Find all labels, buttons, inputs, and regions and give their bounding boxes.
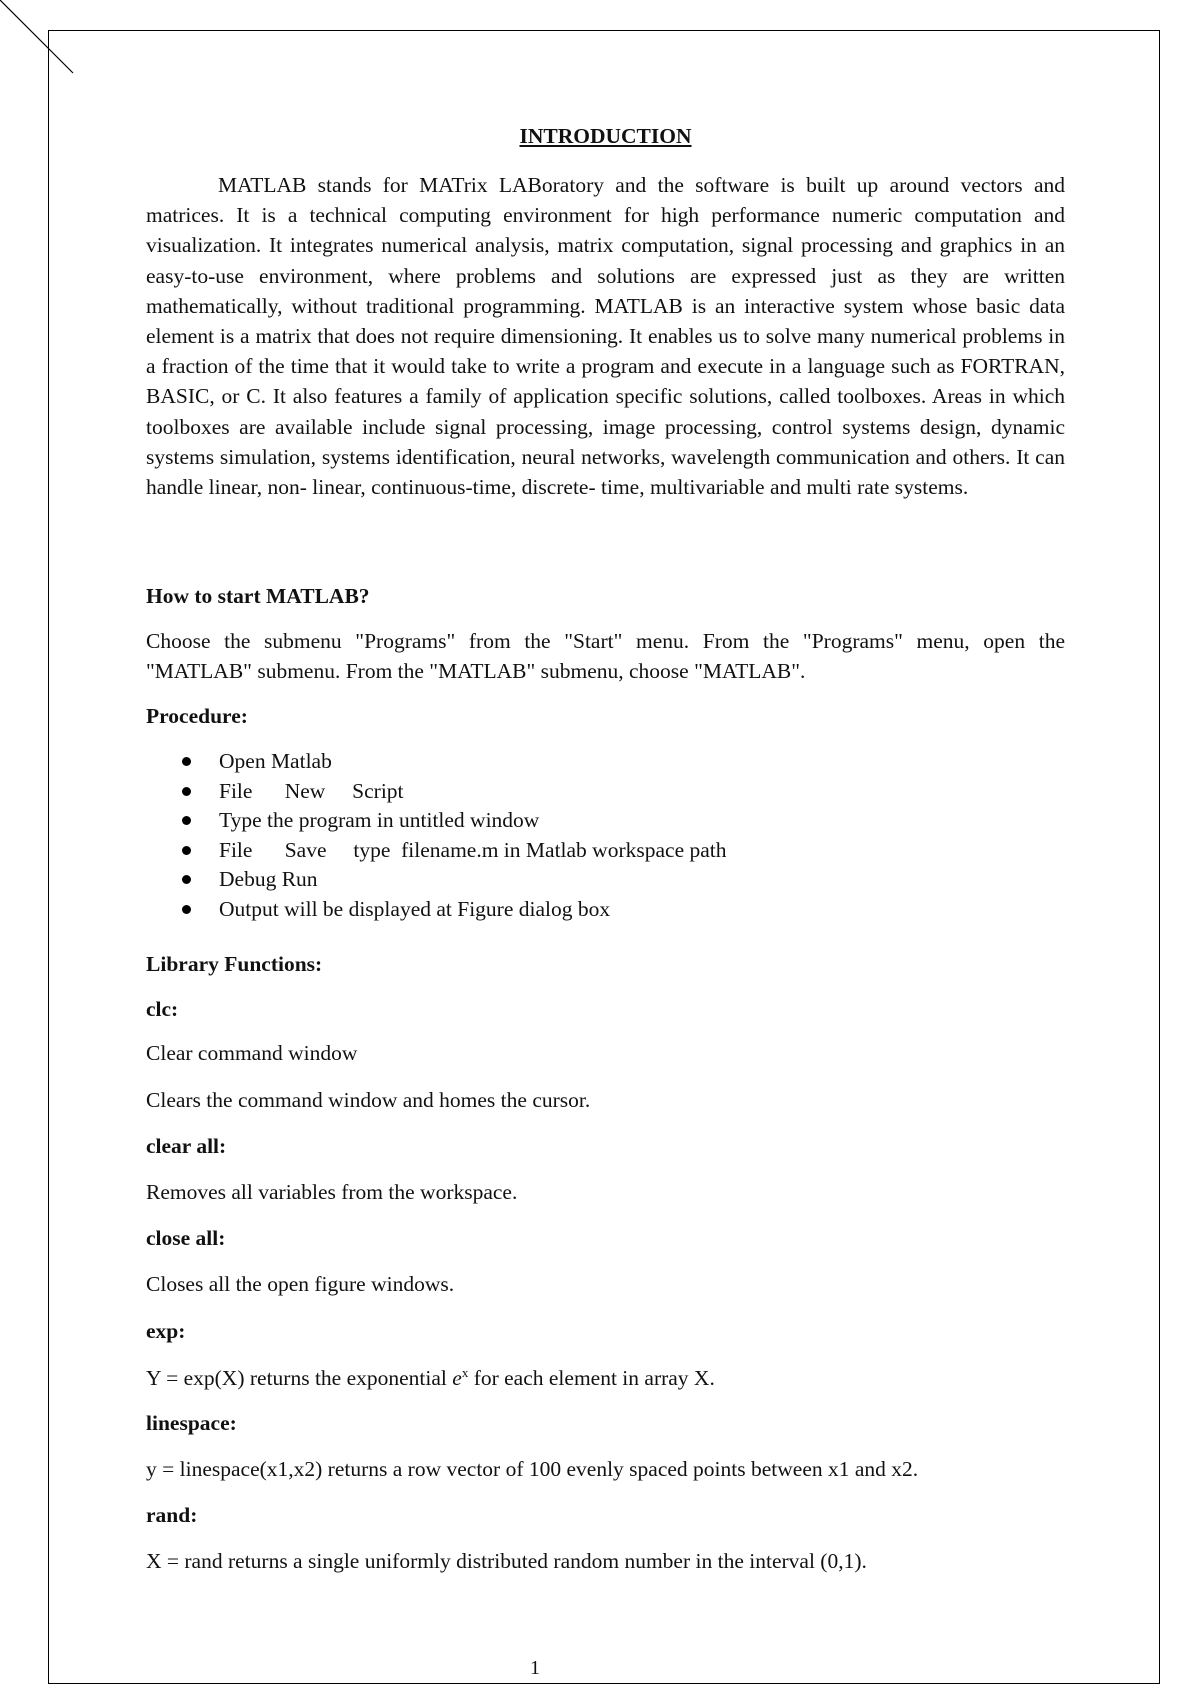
exp-heading: exp: — [146, 1319, 186, 1343]
exp-text: Y = exp(X) returns the exponential $e^x$ for each element in array X. — [146, 1365, 715, 1391]
clc-heading: clc: — [146, 997, 179, 1021]
list-item: Debug Run — [146, 865, 727, 895]
procedure-list — [146, 747, 727, 925]
page-title: INTRODUCTION — [519, 124, 692, 148]
close-all-heading: close all: — [146, 1226, 226, 1250]
clc-text-1: Clear command window — [146, 1041, 358, 1065]
list-item: Open Matlab — [146, 747, 727, 777]
procedure-heading: Procedure: — [146, 704, 248, 728]
list-item: File Save type filename.m in Matlab workspace path — [146, 836, 727, 866]
linespace-text: y = linespace(x1,x2) returns a row vector of 100 evenly spaced points between x1 and x2. — [146, 1457, 919, 1481]
list-item: Type the program in untitled window — [146, 806, 727, 836]
rand-heading: rand: — [146, 1503, 198, 1527]
intro-paragraph: MATLAB stands for MATrix LABoratory and the software is built up around vectors and matrices. It is a technical computing environment for high performance numeric computation and visualization. It integrates numerical analysis, matrix computation, signal processing and graphics in an easy-to-use environment, where problems and solutions are expressed just as they are written mathematically, without traditional programming. MATLAB is an interactive system whose basic data element is a matrix that does not require dimensioning. It enables us to solve many numerical problems in a fraction of the time that it would take to write a program and execute in a language such as FORTRAN, BASIC, or C. It also features a family of application specific solutions, called toolboxes. Areas in which toolboxes are available include signal processing, image processing, control systems design, dynamic systems simulation, systems identification, neural networks, wavelength communication and others. It can handle linear, non- linear, continuous-time, discrete- time, multivariable and multi rate systems. — [146, 173, 1065, 500]
start-text: Choose the submenu "Programs" from the "Start" menu. From the "Programs" menu, open the "MATLAB" submenu. From the "MATLAB" submenu, choose "MATLAB". — [146, 629, 1065, 683]
clc-text-2: Clears the command window and homes the cursor. — [146, 1088, 591, 1112]
corner-fold-line — [0, 0, 80, 80]
rand-text: X = rand returns a single uniformly distributed random number in the interval (0,1). — [146, 1549, 867, 1573]
bullet-icon — [182, 905, 191, 914]
close-all-text: Closes all the open figure windows. — [146, 1272, 455, 1296]
list-item: File New Script — [146, 777, 727, 807]
bullet-icon — [182, 846, 191, 855]
list-item: Output will be displayed at Figure dialog box — [146, 895, 727, 925]
bullet-icon — [182, 875, 191, 884]
clear-all-heading: clear all: — [146, 1134, 227, 1158]
library-heading: Library Functions: — [146, 952, 323, 976]
start-heading: How to start MATLAB? — [146, 584, 370, 608]
bullet-icon — [182, 787, 191, 796]
linespace-heading: linespace: — [146, 1411, 237, 1435]
page-number: 1 — [530, 1657, 540, 1679]
bullet-icon — [182, 816, 191, 825]
bullet-icon — [182, 757, 191, 766]
clear-all-text: Removes all variables from the workspace. — [146, 1180, 518, 1204]
